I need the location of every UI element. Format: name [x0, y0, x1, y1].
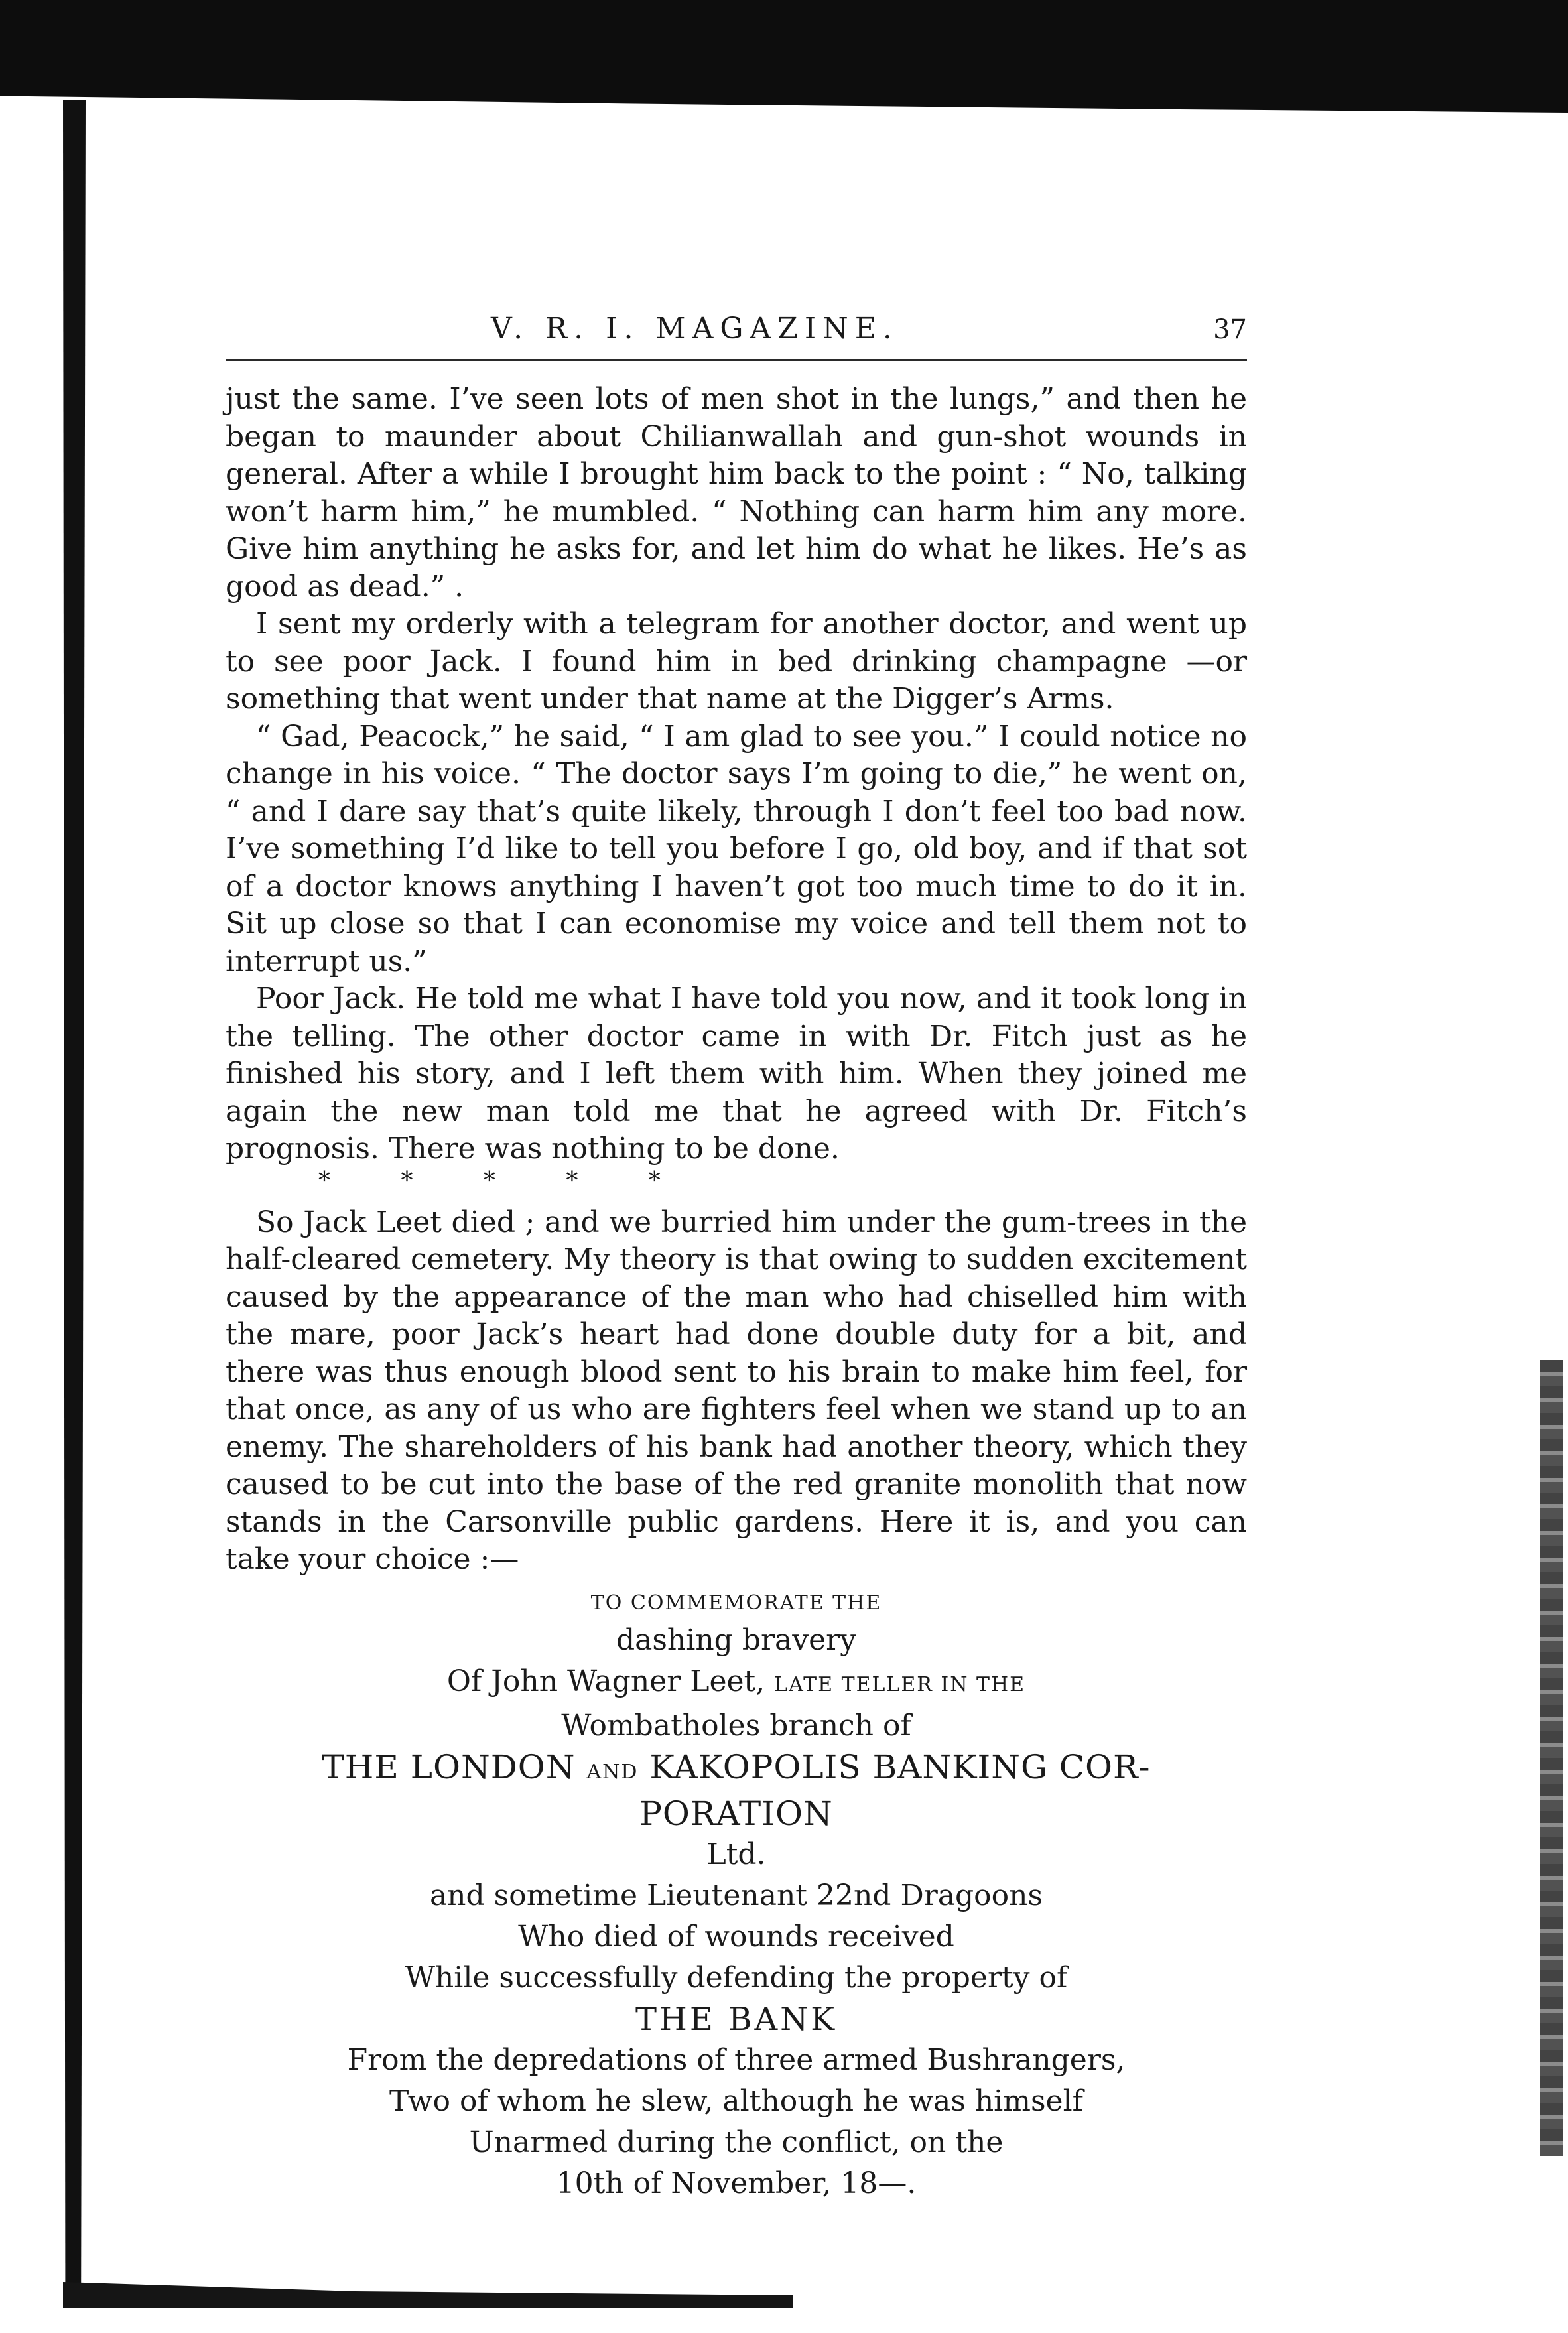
- paragraph-2: I sent my orderly with a telegram for another doctor, and went up to see poor Jack. I found him in bed drinking champagne —or something that went under that name at the Digger’s Arms.: [226, 607, 1247, 716]
- running-header: [226, 312, 1247, 361]
- scan-bottom-shadow: [63, 2282, 793, 2308]
- inscription-line: [226, 1747, 1247, 1793]
- inscription-line: Wombatholes branch of: [561, 1708, 911, 1743]
- inscription-line: dashing bravery: [616, 1623, 857, 1657]
- inscription-bank-part: THE LONDON: [322, 1747, 576, 1786]
- inscription-line: Two of whom he slew, although he was himself: [389, 2084, 1083, 2118]
- scan-right-edge-shadow: [1540, 1360, 1563, 2156]
- magazine-page: [226, 312, 1247, 2204]
- inscription-line: and sometime Lieutenant 22nd Dragoons: [429, 1878, 1043, 1912]
- monument-inscription: [226, 1587, 1247, 2204]
- section-separator: * * * * *: [318, 1167, 661, 1195]
- inscription-line: From the depredations of three armed Bushrangers,: [347, 2042, 1126, 2077]
- inscription-line: Unarmed during the conflict, on the: [469, 2125, 1004, 2159]
- inscription-line: Who died of wounds received: [518, 1919, 954, 1954]
- page-number: 37: [1213, 314, 1247, 345]
- inscription-role: LATE TELLER IN THE: [774, 1672, 1026, 1696]
- paragraph-5: So Jack Leet died ; and we burried him under the gum-trees in the half-cleared cemetery. My theory is that owing to sudden excitement caused by the appearance of the man who had chiselled him with the mare, poor Jack’s heart had done double duty for a bit, and there was thus enough blood sent to his brain to make him feel, for that once, as any of us who are fighters feel when we stand up to an enemy. The shareholders of his bank had another theory, which they caused to be cut into the base of the red granite monolith that now stands in the Carsonville public gardens. Here it is, and you can take your choice :—: [226, 1205, 1247, 1576]
- inscription-line: Ltd.: [706, 1837, 766, 1871]
- inscription-line: [226, 1661, 1247, 1705]
- inscription-line: THE BANK: [635, 2000, 837, 2038]
- inscription-line: 10th of November, 18—.: [556, 2166, 917, 2200]
- inscription-name: Of John Wagner Leet,: [446, 1664, 765, 1698]
- scan-top-shadow: [0, 0, 1568, 113]
- paragraph-3: “ Gad, Peacock,” he said, “ I am glad to see you.” I could notice no change in his voice. “ The doctor says I’m going to die,” he went on, “ and I dare say that’s quite likely, through I don’t feel too bad now. I’ve something I’d like to tell you before I go, old boy, and if that sot of a doctor knows anything I haven’t got too much time to do it in. Sit up close so that I can economise my voice and tell them not to interrupt us.”: [226, 719, 1247, 978]
- inscription-and: AND: [586, 1760, 639, 1784]
- inscription-line: TO COMMEMORATE THE: [590, 1591, 882, 1615]
- inscription-bank-part: KAKOPOLIS BANKING COR-: [649, 1747, 1151, 1786]
- scan-left-binding-shadow: [63, 100, 86, 2289]
- magazine-title: V. R. I. MAGAZINE.: [491, 312, 899, 346]
- paragraph-4: Poor Jack. He told me what I have told you now, and it took long in the telling. The other doctor came in with Dr. Fitch just as he finished his story, and I left them with him. When they joined me again the new man told me that he agreed with Dr. Fitch’s prognosis. There was nothing to be done.: [226, 982, 1247, 1166]
- inscription-line: PORATION: [639, 1794, 833, 1833]
- inscription-line: While successfully defending the property of: [405, 1960, 1068, 1995]
- paragraph-1: just the same. I’ve seen lots of men shot in the lungs,” and then he began to maunder about Chilianwallah and gun-shot wounds in general. After a while I brought him back to the point : “ No, talking won’t harm him,” he mumbled. “ Nothing can harm him any more. Give him anything he asks for, and let him do what he likes. He’s as good as dead.” .: [226, 382, 1247, 604]
